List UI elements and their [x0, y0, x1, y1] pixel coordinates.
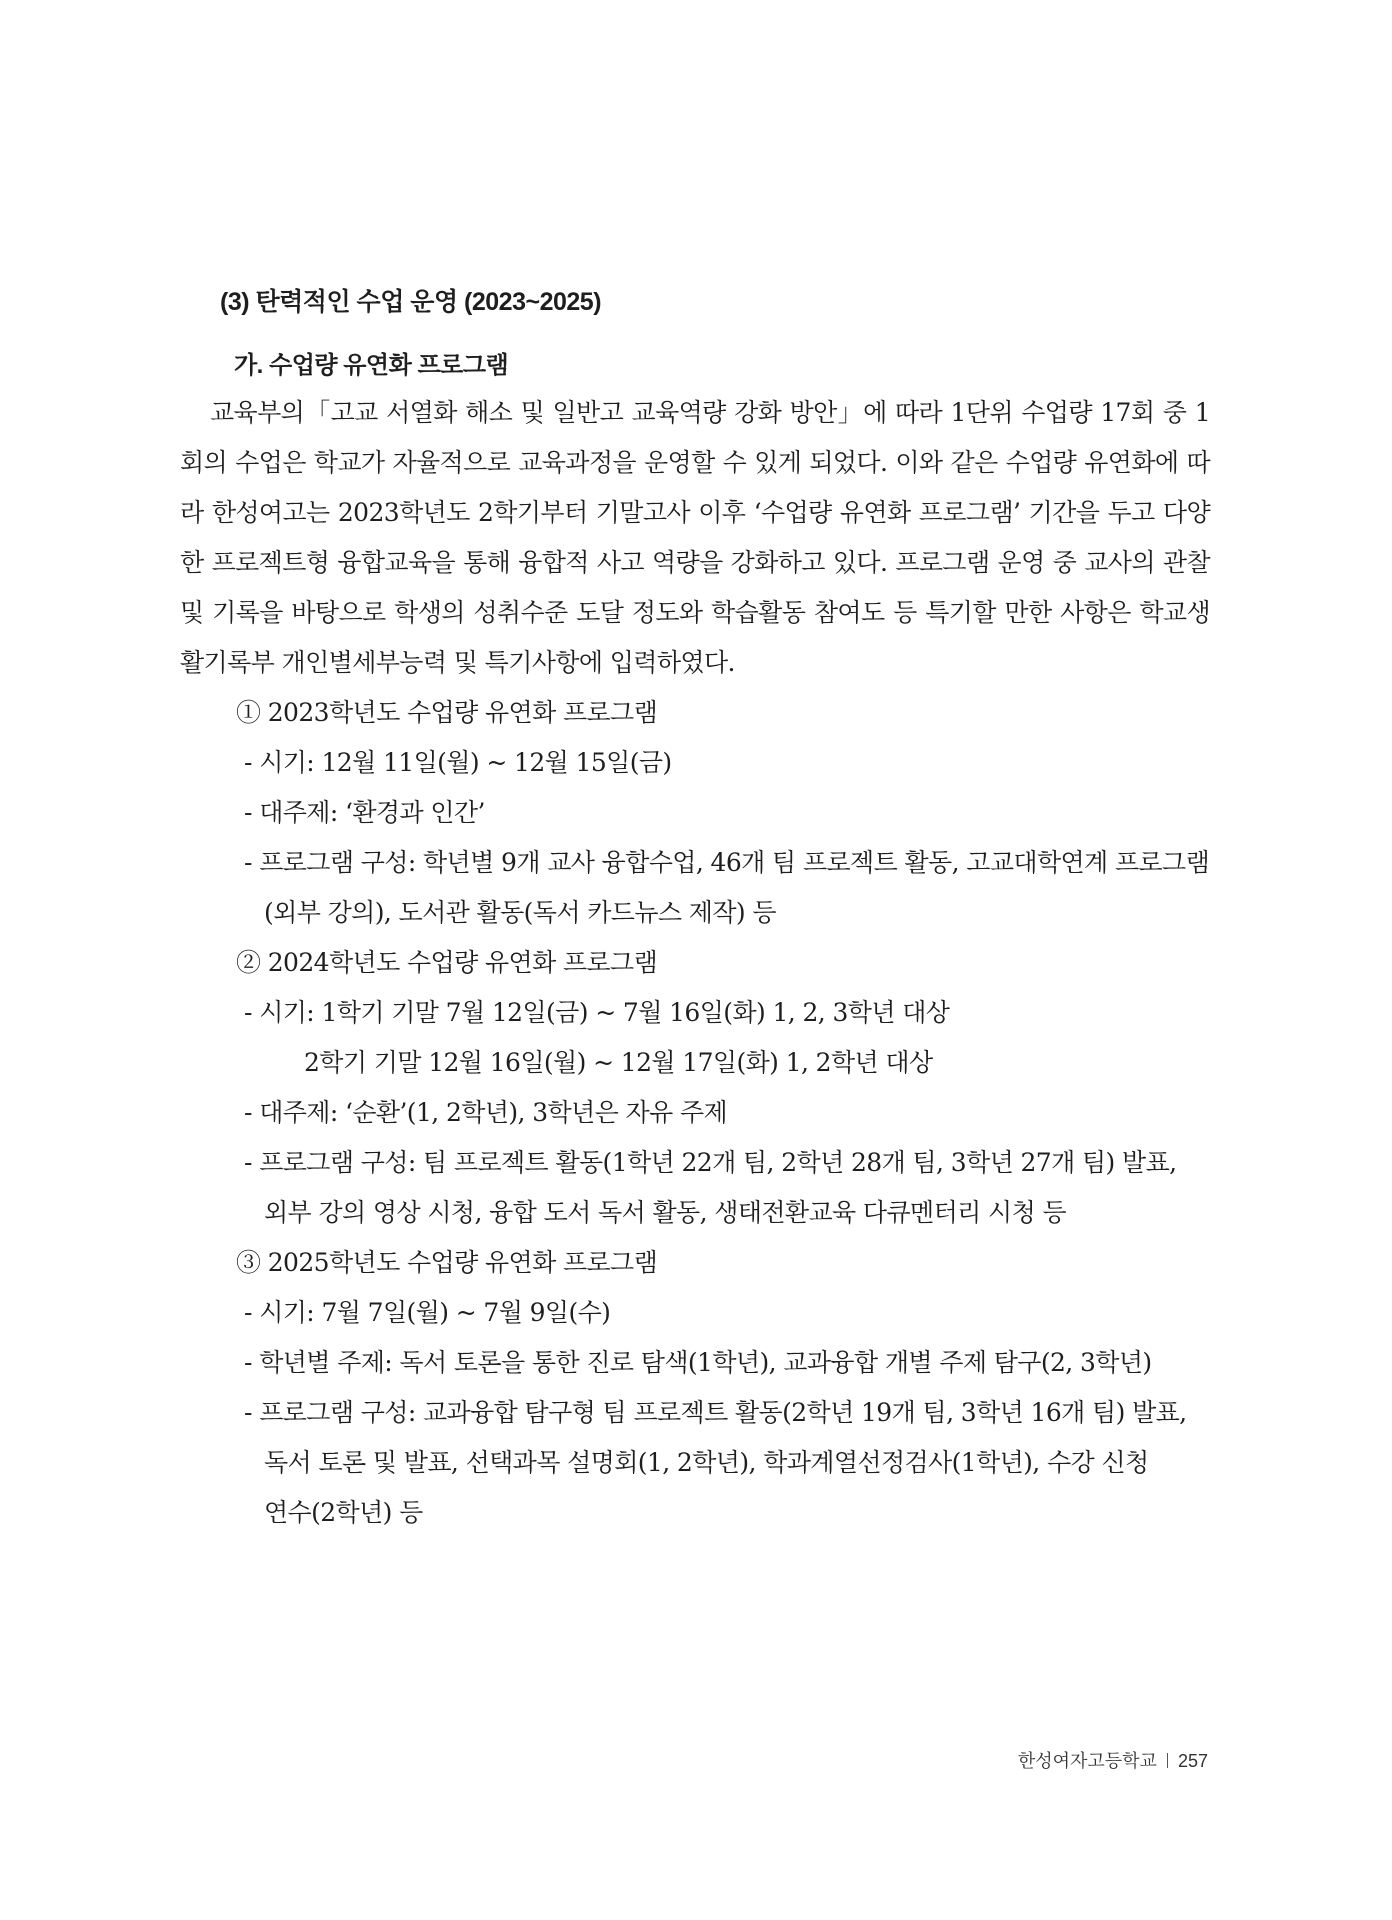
- intro-paragraph: 교육부의「고교 서열화 해소 및 일반고 교육역량 강화 방안」에 따라 1단위 수업량 17회 중 1회의 수업은 학교가 자율적으로 교육과정을 운영할 수 있게 되었다. 이와 같은 수업량 유연화에 따라 한성여고는 2023학년도 2학기부터 기말고사 이후 ‘수업량 유연화 프로그램’ 기간을 두고 다양한 프로젝트형 융합교육을 통해 융합적 사고 역량을 강화하고 있다. 프로그램 운영 중 교사의 관찰 및 기록을 바탕으로 학생의 성취수준 도달 정도와 학습활동 참여도 등 특기할 만한 사항은 학교생활기록부 개인별세부능력 및 특기사항에 입력하였다.: [180, 398, 1210, 677]
- program-2025-composition-cont-2: 연수(2학년) 등: [264, 1498, 423, 1527]
- program-2023-composition: - 프로그램 구성: 학년별 9개 교사 융합수업, 46개 팀 프로젝트 활동, 고교대학연계 프로그램: [244, 848, 1210, 877]
- program-2025-composition-cont: 독서 토론 및 발표, 선택과목 설명회(1, 2학년), 학과계열선정검사(1학년), 수강 신청: [264, 1448, 1149, 1477]
- program-2025-period: - 시기: 7월 7일(월) ~ 7월 9일(수): [244, 1298, 611, 1327]
- program-2023-theme: - 대주제: ‘환경과 인간’: [244, 798, 485, 827]
- program-2023-composition-cont: (외부 강의), 도서관 활동(독서 카드뉴스 제작) 등: [264, 898, 776, 927]
- program-2024-period-cont: 2학기 기말 12월 16일(월) ~ 12월 17일(화) 1, 2학년 대상: [304, 1048, 933, 1077]
- page-footer: [1018, 1747, 1208, 1773]
- body-text: [180, 388, 1210, 1538]
- program-2024-period: - 시기: 1학기 기말 7월 12일(금) ~ 7월 16일(화) 1, 2, 3학년 대상: [244, 998, 950, 1027]
- footer-school-name: 한성여자고등학교: [1017, 1751, 1157, 1771]
- section-heading: (3) 탄력적인 수업 운영 (2023~2025): [220, 288, 602, 316]
- program-2023-title: ① 2023학년도 수업량 유연화 프로그램: [236, 698, 658, 727]
- program-2025-composition: - 프로그램 구성: 교과융합 탐구형 팀 프로젝트 활동(2학년 19개 팀, 3학년 16개 팀) 발표,: [244, 1398, 1187, 1427]
- program-2024-theme: - 대주제: ‘순환’(1, 2학년), 3학년은 자유 주제: [244, 1098, 728, 1127]
- program-2025-theme: - 학년별 주제: 독서 토론을 통한 진로 탐색(1학년), 교과융합 개별 주제 탐구(2, 3학년): [244, 1348, 1152, 1377]
- program-2024-title: ② 2024학년도 수업량 유연화 프로그램: [236, 948, 658, 977]
- program-2023-period: - 시기: 12월 11일(월) ~ 12월 15일(금): [244, 748, 672, 777]
- footer-divider: [1167, 1753, 1168, 1768]
- sub-heading: 가. 수업량 유연화 프로그램: [234, 352, 509, 379]
- page-number: 257: [1177, 1751, 1208, 1771]
- program-list: [180, 688, 1210, 1538]
- program-2024-composition-cont: 외부 강의 영상 시청, 융합 도서 독서 활동, 생태전환교육 다큐멘터리 시청 등: [264, 1198, 1067, 1227]
- program-2025-title: ③ 2025학년도 수업량 유연화 프로그램: [236, 1248, 658, 1277]
- program-2024-composition: - 프로그램 구성: 팀 프로젝트 활동(1학년 22개 팀, 2학년 28개 팀, 3학년 27개 팀) 발표,: [244, 1148, 1177, 1177]
